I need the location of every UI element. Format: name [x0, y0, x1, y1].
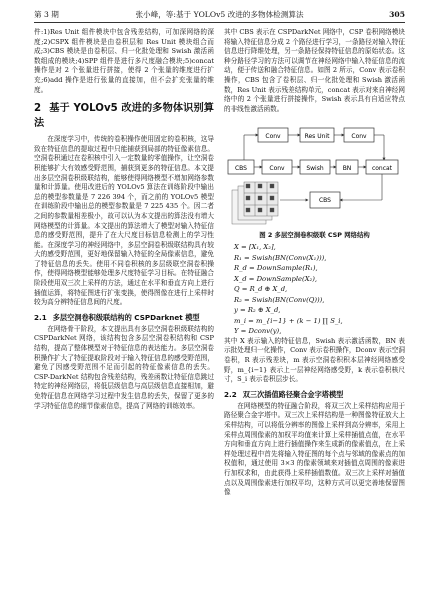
- issue-number: 第 3 期: [34, 10, 59, 19]
- subsection-number: 2.2: [224, 389, 237, 399]
- figure-2: [224, 120, 405, 260]
- section-number: 2: [34, 103, 42, 115]
- svg-text:Conv: Conv: [351, 133, 367, 141]
- equation-line: Q = R_d ⊕ X_d,: [234, 285, 288, 294]
- subsection-paragraph-2-2: 在网络模型的特征融合阶段，将双三次上采样结构应用于路径聚合金字塔中。双三次上采样结构是一种图像特征放大上采样结构，可以将低分辨率的图像上采样到高分辨率，采用上采样点周围像素的加权平均值来计算上采样插值点值，在水平方向和垂直方向上进行插值操作来生成新的像素值点，在上采样处理过程中首先将输入特征图的每个点与邻域的像素点的加权值和，通过使用 3×3 的像素领域来对插值点周围的像素进行加权求和，由此获得上采样插值数值。双三次上采样对插值点以及周围像素进行加权平均，这种方式可以更完善地保留图像: [224, 401, 405, 497]
- svg-text:CBS: CBS: [234, 165, 248, 173]
- section-paragraph: 在深度学习中，传统的卷积操作使用固定的卷积核，这导致在特征信息的提取过程中只能捕获到局部的特征像素信息。空洞卷积通过在卷积核中引入一定数量的零值操作，让空洞卷积能够扩大有效感受野范围，捕获到更多的特征信息。本文提出多层空洞卷积级联结构，能够使得网络模型不增加网络参数量和计算量。使用改进后的 YOLOv5 算法在训练阶段中输出总的模型参数量是 7 226 394 个，而之前的 YOLOv5 模型在训练阶段中输出总的模型参数量是 7 225 435 个。因二者之间的参数量相差极小，故可以认为本文提出的算法没有增大网络模型的计算量。本文提出的算法增大了模型对输入特征信息的感受野范围，提升了在大尺度目标信息检测上的学习性能。在深度学习的神经网络中，多层空洞卷积级联结构具有较大的感受野范围，更好地保留输入特征的全局像素信息，避免了特征信息的丢失。使用不同卷积核的多层级联空洞卷积操作，使得网络模型能够处理多尺度特征学习目标。在特征融合阶段使用双三次上采样的方法，通过在水平和垂直方向上进行插值运算，将特征图进行扩张变换，使得图像在进行上采样时较为高分辨特征信息间的尺度。: [34, 135, 214, 307]
- intro-paragraph: 件:1)Res Unit 组件模块中包含残差结构，可加深网络的深度;2)CSPX 组件模块是由卷积层和 Res Unit 模块组合而成;3)CBS 模块是由卷积层、归一化批处理和 Swish 激活函数组成的模块;4)SPP 组件是进行多尺度融合模块;5)concat 操作是对 2 个张量进行拼接，使得 2 个张量的维度进行扩充;6)add 操作是进行张量的直接加，但不会扩充张量的维度。: [34, 28, 214, 94]
- subsection-title: 双三次插值路径聚合金字塔模型: [242, 389, 344, 399]
- subsection-title: 多层空洞卷积级联结构的 CSPDarknet 模型: [52, 312, 200, 322]
- figure-caption: 图 2 多层空洞卷积级联 CSP 网络结构: [259, 231, 370, 240]
- subsection-number: 2.1: [34, 312, 47, 322]
- equation-line: y = R₂ ⊕ X_d,: [234, 306, 281, 315]
- right-intro-paragraph: 其中 CBS 表示在 CSPDarkNet 网络中，CSP 卷积网络模块将输入特征信息分成 2 个路径进行学习，一条路径对输入特征信息进行降维处理，另一条路径保持特征信息的原始状态。这种分路径学习的方法可以调节在神经网络中输入特征信息的流动，便于传送和融合特征信息。如图 2 所示，Conv 表示卷积操作，CBS 包含了卷积层、归一化批处理和 Swish 激活函数，Res Unit 表示残差结构单元，concat 表示对来自神经网络中的 2 个张量进行拼接操作，Swish 表示具有自适应特点的非线性激活函数。: [224, 28, 405, 113]
- right-column: [224, 28, 405, 498]
- svg-text:Conv: Conv: [269, 165, 285, 173]
- equation-line: X_d = DownSample(X₂),: [234, 274, 318, 283]
- equation-line: R₂ = Swish(BN(Conv(Q))),: [234, 295, 325, 304]
- page-number: 305: [389, 10, 405, 19]
- svg-text:Swish: Swish: [306, 165, 324, 173]
- equation-explanation: 其中 X 表示输入的特征信息，Swish 表示激活函数，BN 表示批处理归一化操作，Conv 表示卷积操作，Dconv 表示空洞卷积，R 表示残差块，m 表示空洞卷积积本层神经网络感受野，m_{i−1} 表示上一层神经网络感受野，k 表示卷积核尺寸，S_i 表示卷积层步长。: [224, 336, 405, 384]
- equation-line: Y = Dconv(y),: [234, 327, 282, 336]
- dilated-conv-grids: [232, 182, 278, 224]
- svg-text:CBS: CBS: [318, 197, 332, 205]
- equation-line: X = [X₁, X₂],: [234, 243, 276, 252]
- svg-text:BN: BN: [342, 165, 352, 173]
- left-column: [34, 28, 214, 411]
- svg-text:Res Unit: Res Unit: [304, 133, 330, 141]
- running-title: 张小峰，等:基于 YOLOv5 改进的多物体检测算法: [135, 10, 304, 19]
- subsection-heading-2-2: [224, 389, 405, 400]
- running-header: [34, 8, 405, 23]
- section-title: 基于 YOLOv5 改进的多物体识别算法: [34, 103, 214, 130]
- equation-line: R₁ = Swish(BN(Conv(X₁))),: [234, 253, 327, 262]
- equation-line: m_i = m_{i−1} + (k − 1) ∏ S_i,: [234, 316, 343, 325]
- section-heading: [34, 101, 214, 131]
- subsection-heading-2-1: [34, 312, 214, 323]
- equation-line: R_d = DownSample(R₁),: [234, 264, 318, 273]
- equation-block: [224, 242, 405, 337]
- svg-text:Conv: Conv: [265, 133, 281, 141]
- svg-text:concat: concat: [371, 165, 393, 173]
- subsection-paragraph: 在网络骨干阶段，本文提出具有多层空洞卷积级联结构的 CSPDarkNet 网络，该结构包含多层空洞卷积结构和 CSP 结构，提高了整体模型对于特征信息的表达能力。多层空洞卷积操作扩大了特征提取阶段对于输入特征信息的感受野范围，避免了因感受野范围不足而引起的特征像素信息的丢失。CSP-DarkNet 结构包含残差结构，残差函数让特征信息跳过特定的神经网络层，将低层级信息与高层级信息直接相加，避免特征信息在网络学习过程中发生信息的丢失，保留了更多的学习特征信息的细节像素信息，提高了网络的训练效率。: [34, 324, 214, 410]
